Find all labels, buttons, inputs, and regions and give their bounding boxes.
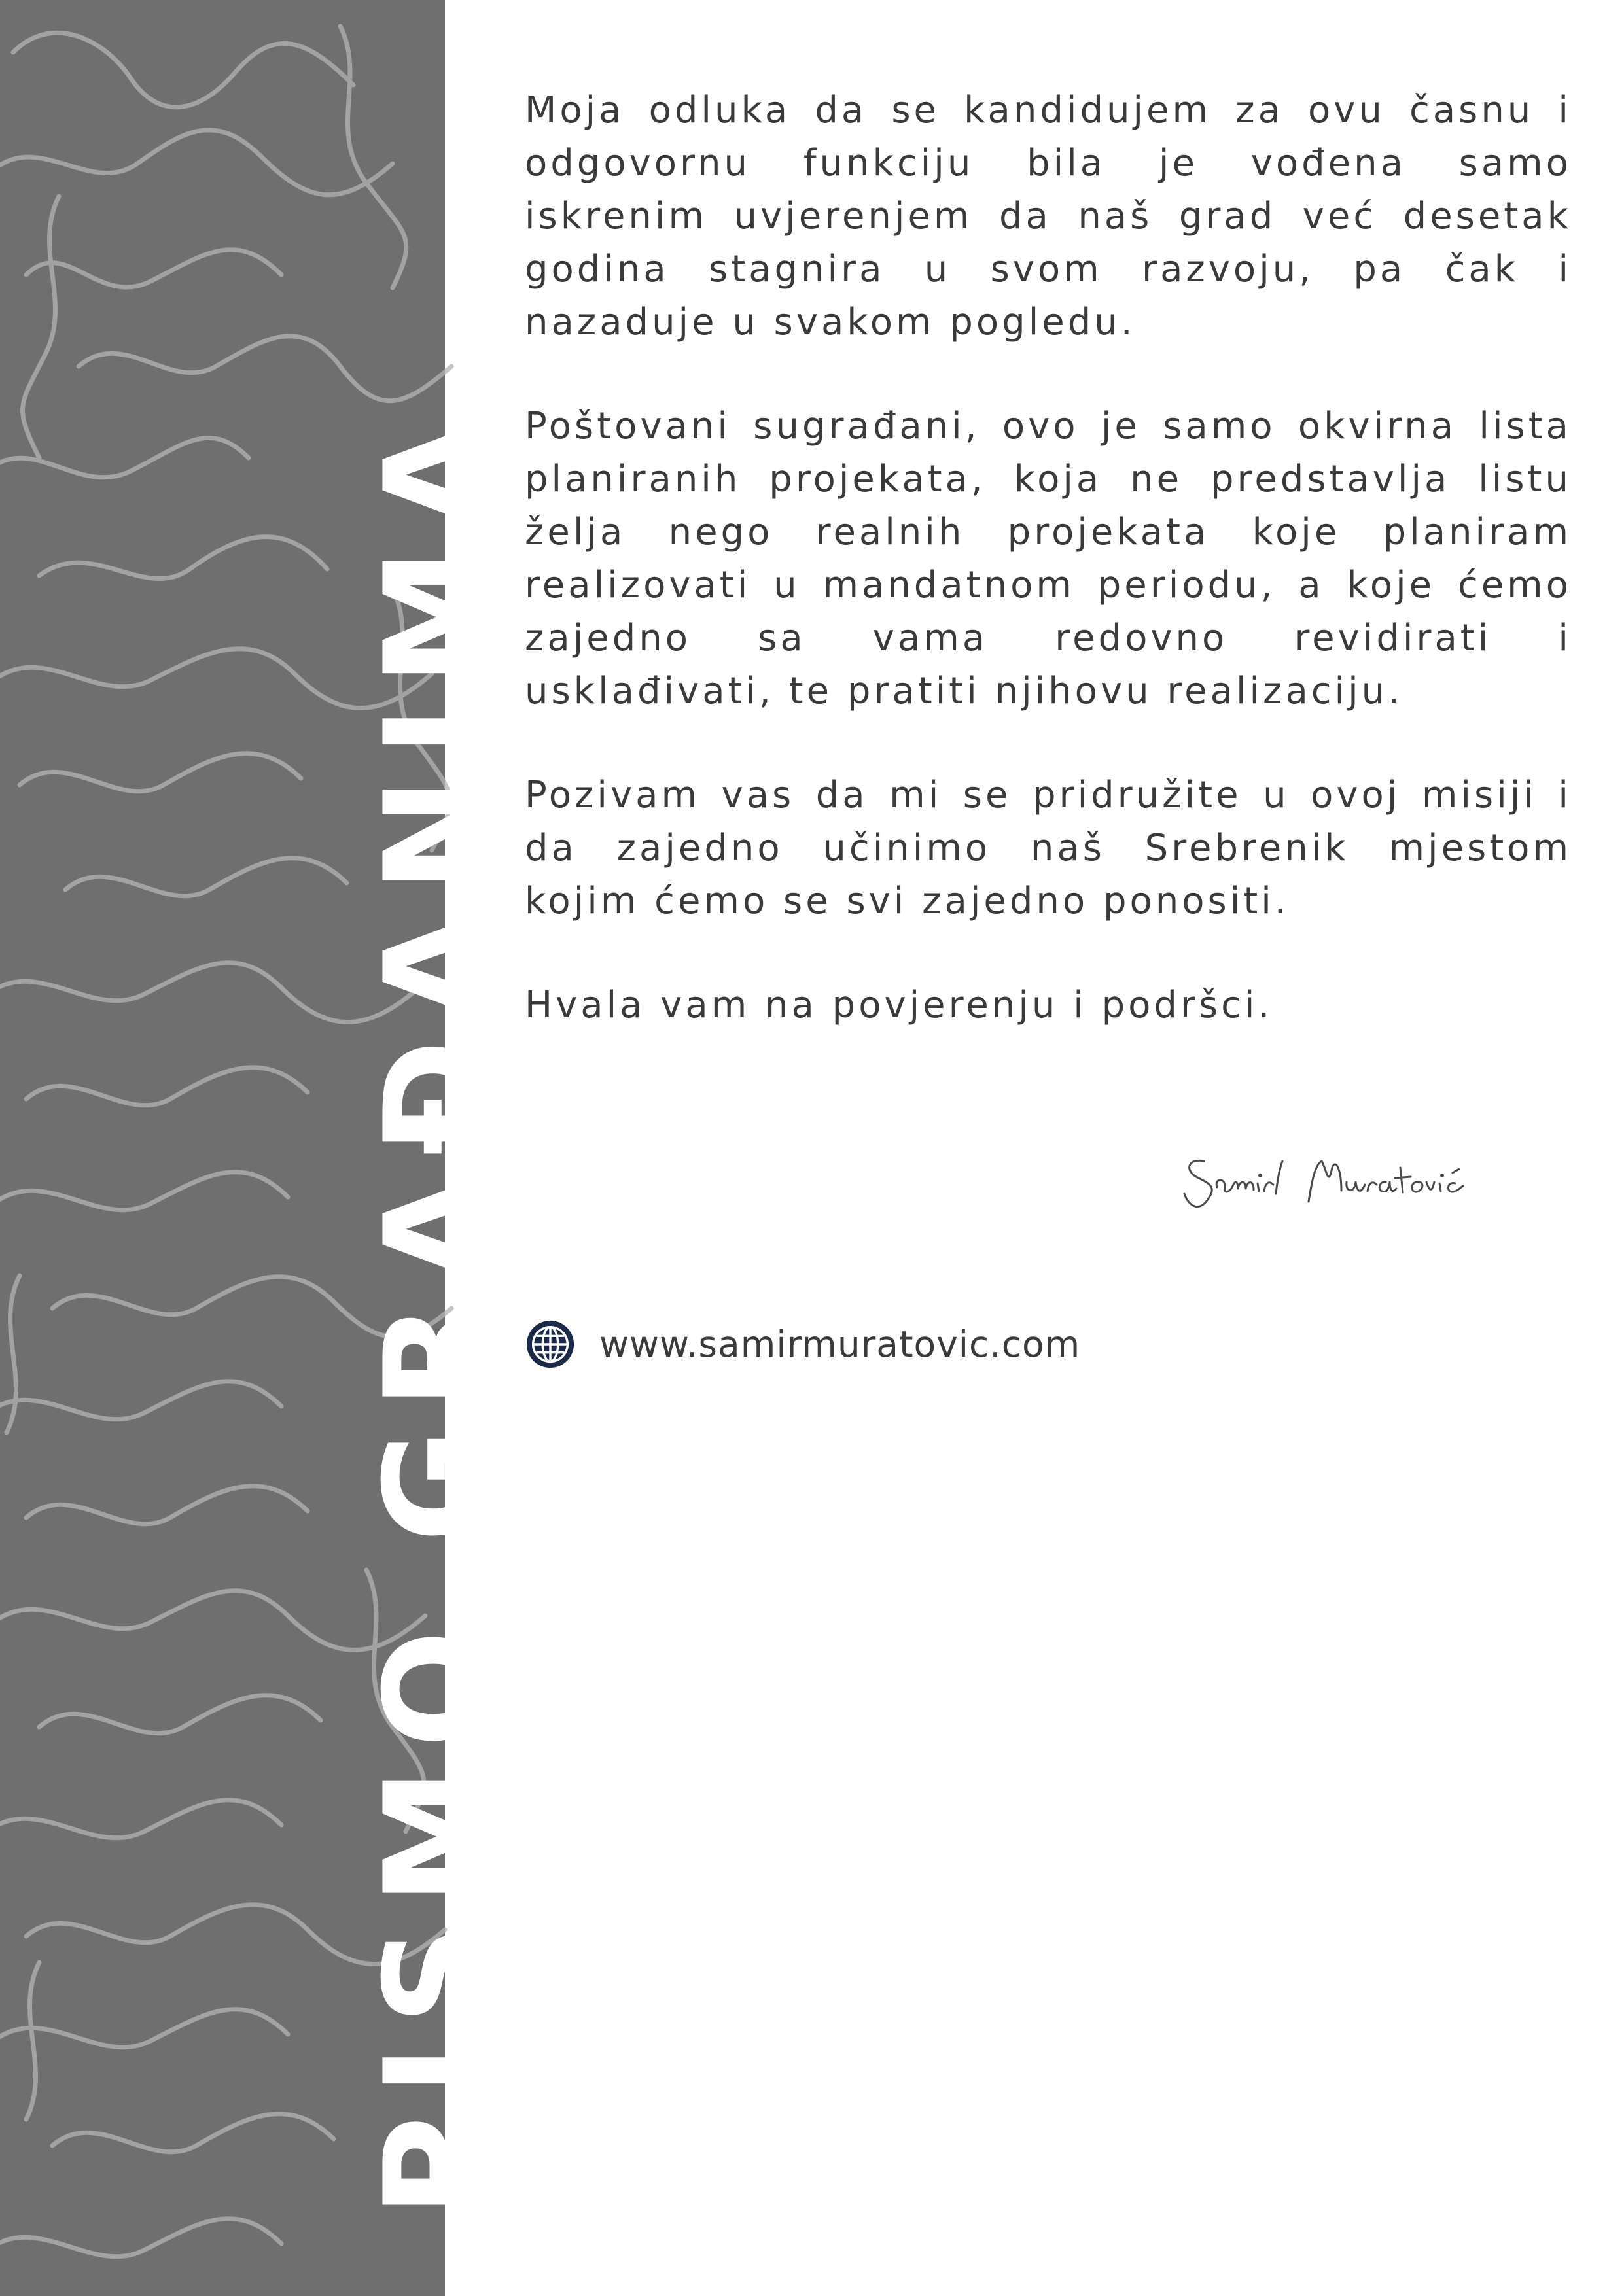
side-banner (0, 0, 516, 2296)
closing-line: Hvala vam na povjerenju i podršci. (525, 984, 1273, 1026)
signature (1178, 1141, 1518, 1213)
globe-icon (525, 1319, 576, 1370)
paragraph-3: Pozivam vas da mi se pridružite u ovoj misiji i da zajedno učinimo naš Srebrenik mjestom kojim ćemo se svi zajedno ponositi. (525, 774, 1572, 922)
paragraph-1: Moja odluka da se kandidujem za ovu časnu i odgovornu funkciju bila je vođena samo iskrenim uvjerenjem da naš grad već desetak godina stagnira u svom razvoju, pa čak i nazaduje u svakom pogledu. (525, 89, 1572, 343)
vertical-title: PISMO GRAĐANIMA (355, 401, 516, 2218)
paragraph-2: Poštovani sugrađani, ovo je samo okvirna lista planiranih projekata, koja ne predstavlja listu želja nego realnih projekata koje planiram realizovati u mandatnom periodu, a koje ćemo zajedno sa vama redovno revidirati i usklađivati, te pratiti njihovu realizaciju. (525, 405, 1572, 712)
letter-body (525, 84, 1572, 1083)
website-contact (525, 1318, 1080, 1370)
website-link[interactable]: www.samirmuratovic.com (599, 1323, 1081, 1365)
